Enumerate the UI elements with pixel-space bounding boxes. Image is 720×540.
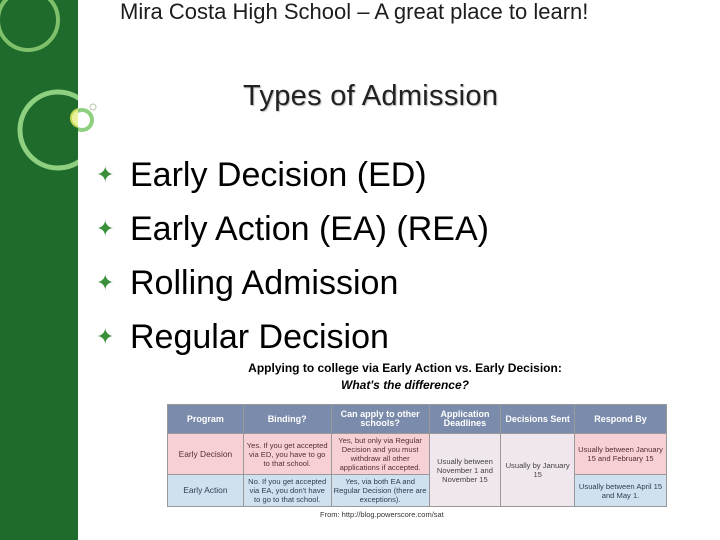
table-row: [168, 434, 667, 475]
respond-by-cell: Usually between April 15 and May 1.: [575, 475, 667, 507]
program-cell: Early Decision: [168, 434, 244, 475]
bullet-icon: ✦: [96, 324, 115, 349]
column-header: Program: [168, 405, 244, 434]
bullet-icon: ✦: [96, 162, 115, 187]
list-item: [96, 148, 489, 202]
admission-types-list: [96, 148, 489, 364]
program-cell: Early Action: [168, 475, 244, 507]
infographic-title-block: [244, 360, 566, 394]
bullet-icon: ✦: [96, 270, 115, 295]
bullet-icon: ✦: [96, 216, 115, 241]
column-header: Respond By: [575, 405, 667, 434]
decisions-cell: Usually by January 15: [501, 434, 575, 507]
infographic-title: Applying to college via Early Action vs. Early Decision:: [248, 361, 562, 375]
column-header: Can apply to other schools?: [331, 405, 429, 434]
bullet-text: Rolling Admission: [130, 264, 399, 302]
other-schools-cell: Yes, via both EA and Regular Decision (there are exceptions).: [331, 475, 429, 507]
comparison-table: [167, 404, 667, 507]
binding-cell: No. If you get accepted via EA, you don't have to go to that school.: [243, 475, 331, 507]
bullet-text: Early Action (EA) (REA): [130, 210, 489, 248]
respond-by-cell: Usually between January 15 and February 15: [575, 434, 667, 475]
bullet-text: Early Decision (ED): [130, 156, 427, 194]
decorative-dots: [78, 92, 118, 132]
list-item: [96, 256, 489, 310]
bullet-text: Regular Decision: [130, 318, 389, 356]
other-schools-cell: Yes, but only via Regular Decision and you must withdraw all other applications if accepted.: [331, 434, 429, 475]
table-header-row: [168, 405, 667, 434]
infographic-subtitle: What's the difference?: [341, 378, 469, 392]
column-header: Decisions Sent: [501, 405, 575, 434]
deadlines-cell: Usually between November 1 and November 15: [429, 434, 501, 507]
list-item: [96, 202, 489, 256]
binding-cell: Yes. If you get accepted via ED, you have to go to that school.: [243, 434, 331, 475]
decorative-circles: [0, 0, 78, 200]
table-row: [168, 475, 667, 507]
left-green-band: [0, 0, 78, 540]
list-item: [96, 310, 489, 364]
slide-title: Types of Admission: [243, 80, 499, 112]
column-header: Application Deadlines: [429, 405, 501, 434]
column-header: Binding?: [243, 405, 331, 434]
school-header: Mira Costa High School – A great place to learn!: [120, 0, 589, 24]
source-credit: From: http://blog.powerscore.com/sat: [320, 510, 444, 519]
